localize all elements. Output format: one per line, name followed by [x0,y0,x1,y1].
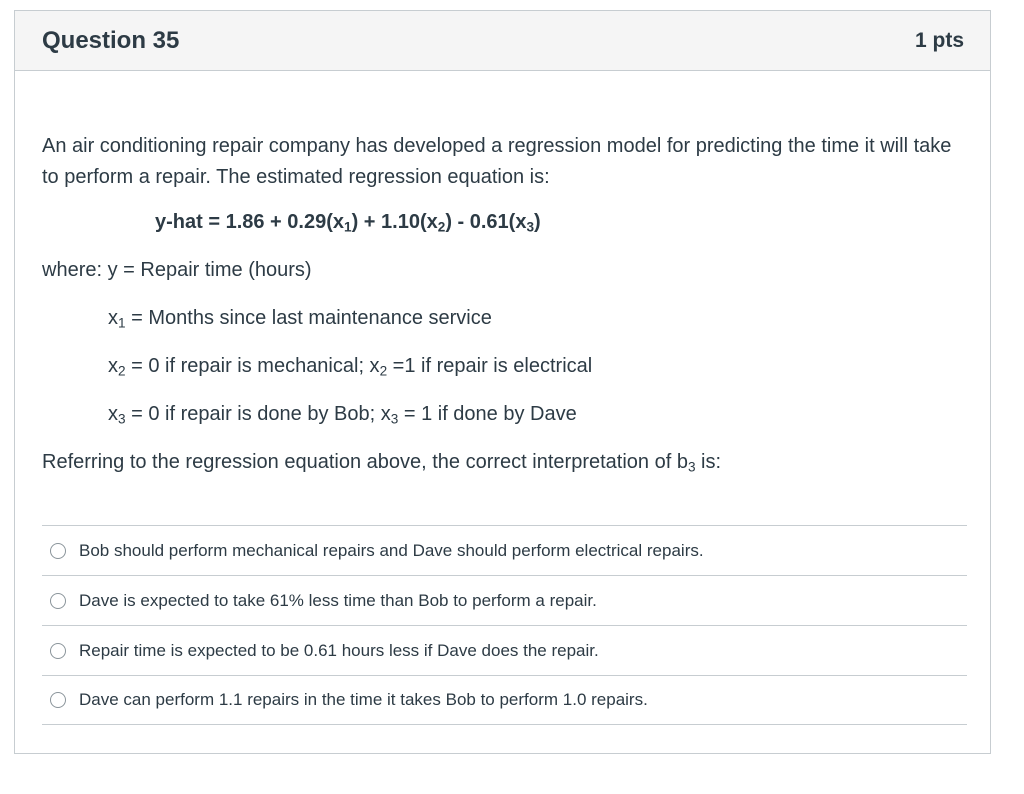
question-points: 1 pts [914,28,964,52]
answer-label: Bob should perform mechanical repairs and Dave should perform electrical repairs. [79,540,704,560]
answer-option[interactable] [42,575,967,625]
definition-x3: $x_3 = 0$ if repair is done by Bob; $x_3 = 1$ if done by Dave [108,403,577,427]
answer-list [42,525,967,725]
where-line: where: y = Repair time (hours) [42,259,312,281]
question-card [14,10,991,754]
definition-x1: $x_1$ = Months since last maintenance service [108,307,492,331]
answer-option[interactable] [42,675,967,725]
radio-button[interactable] [50,593,66,609]
question-stem: An air conditioning repair company has developed a regression model for predicting the time it will take to perform a repair. The estimated regression equation is: [42,135,952,188]
definition-x2: $x_2 = 0$ if repair is mechanical; $x_2 =1$ if repair is electrical [108,355,593,379]
answer-label: Dave can perform 1.1 repairs in the time it takes Bob to perform 1.0 repairs. [79,690,648,709]
answer-label: Dave is expected to take 61% less time than Bob to perform a repair. [79,590,597,610]
question-title: Question 35 [42,26,180,54]
regression-equation: $y-hat = 1.86 + 0.29(x_1) + 1.10(x_2) - 0.61(x_3)$ [155,211,541,235]
answer-option[interactable] [42,525,967,575]
answer-label: Repair time is expected to be 0.61 hours less if Dave does the repair. [79,640,599,660]
radio-button[interactable] [50,543,66,559]
question-prompt: Referring to the regression equation above, the correct interpretation of $b_3$ is: [42,451,722,475]
radio-button[interactable] [50,692,66,708]
question-header [15,11,990,71]
answer-option[interactable] [42,625,967,675]
radio-button[interactable] [50,643,66,659]
